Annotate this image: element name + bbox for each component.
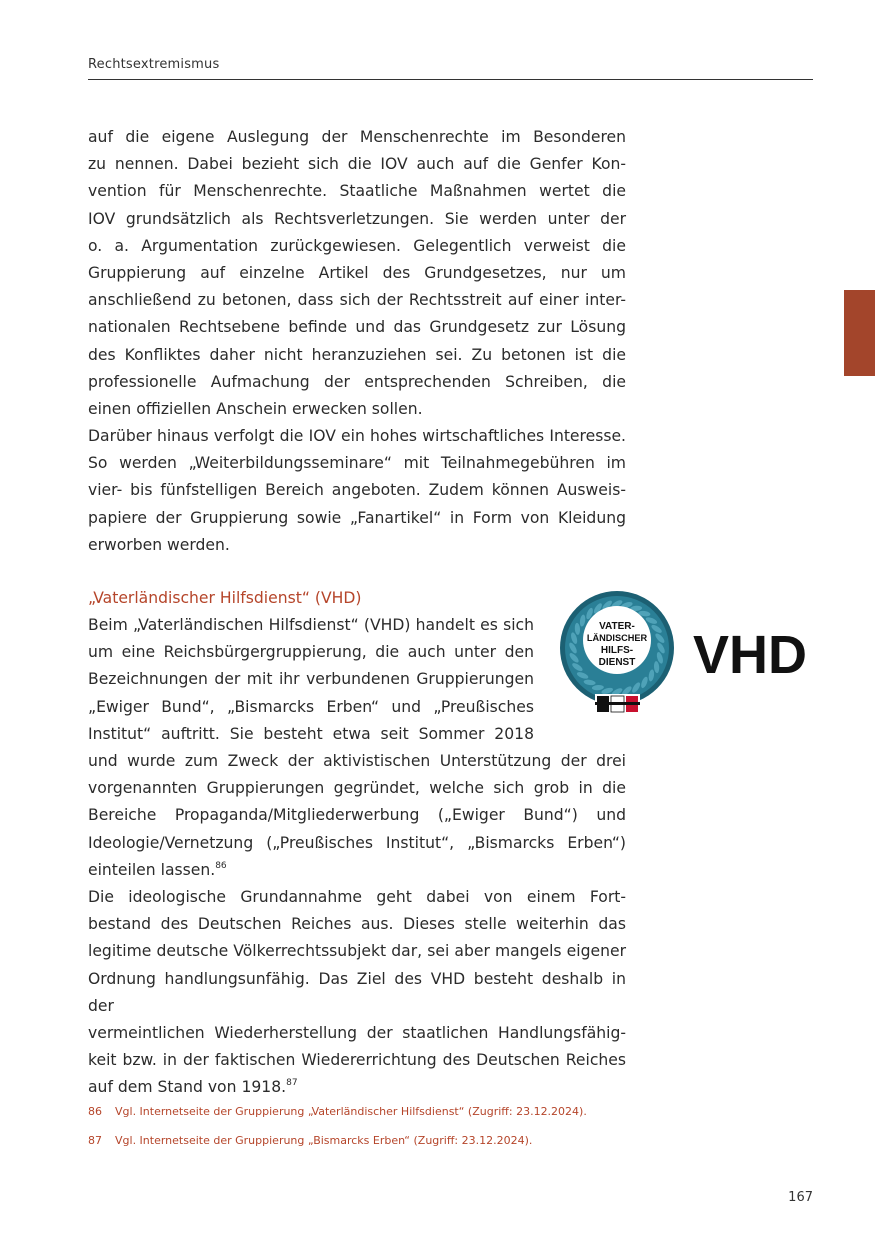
- vhd-logo: [557, 590, 807, 714]
- paragraph-vhd-intro-short: [88, 612, 534, 748]
- text-line: vention für Menschenrechte. Staatliche Maßnahmen wertet die: [88, 182, 626, 201]
- text-line: o. a. Argumentation zurückgewiesen. Gelegentlich verweist die: [88, 236, 626, 255]
- paragraph-vhd-ideology: [88, 884, 626, 1102]
- footnote-text: Vgl. Internetseite der Gruppierung „Bismarcks Erben“ (Zugriff: 23.12.2024).: [115, 1134, 533, 1147]
- text-line: papiere der Gruppierung sowie „Fanartikel“ in Form von Kleidung: [88, 508, 626, 527]
- running-header: Rechtsextremismus: [88, 57, 220, 72]
- text-line: des Konfliktes daher nicht heranzuziehen sei. Zu betonen ist die: [88, 345, 626, 364]
- text-line: Ideologie/Vernetzung („Preußisches Institut“, „Bismarcks Erben“): [88, 833, 626, 852]
- paragraph-iov-economic: [88, 423, 626, 559]
- seal-line: DIENST: [598, 657, 636, 668]
- text-line: zu nennen. Dabei bezieht sich die IOV auch auf die Genfer Kon-: [88, 155, 626, 174]
- text-line: vier- bis fünfstelligen Bereich angeboten. Zudem können Ausweis-: [88, 481, 626, 500]
- footnote-text: Vgl. Internetseite der Gruppierung „Vaterländischer Hilfsdienst“ (Zugriff: 23.12.2024).: [115, 1105, 587, 1118]
- paragraph-iov-law: [88, 124, 626, 423]
- text-line: So werden „Weiterbildungsseminare“ mit Teilnahmegebühren im: [88, 454, 626, 473]
- text-line: nationalen Rechtsebene befinde und das Grundgesetz zur Lösung: [88, 318, 626, 337]
- text-line: Bezeichnungen der mit ihr verbundenen Gruppierungen: [88, 670, 534, 689]
- text-line-end: auf dem Stand von 1918.: [88, 1078, 287, 1097]
- page-number: 167: [788, 1190, 813, 1205]
- paragraph-vhd-intro: [88, 748, 626, 884]
- text-line: auf die eigene Auslegung der Menschenrechte im Besonderen: [88, 128, 626, 146]
- footnote-86: [88, 1105, 587, 1119]
- text-line: anschließend zu betonen, dass sich der Rechtsstreit auf einer inter-: [88, 291, 626, 310]
- text-line: professionelle Aufmachung der entsprechenden Schreiben, die: [88, 372, 626, 391]
- footnote-number: 87: [88, 1134, 102, 1147]
- text-line: Institut“ auftritt. Sie besteht etwa seit Sommer 2018: [88, 724, 534, 743]
- seal-line: HILFS-: [600, 645, 634, 656]
- footnote-ref[interactable]: 87: [286, 1078, 298, 1089]
- footnote-ref[interactable]: 86: [215, 860, 227, 871]
- text-line: einen offiziellen Anschein erwecken sollen.: [88, 400, 423, 419]
- text-line: legitime deutsche Völkerrechtssubjekt dar, sei aber mangels eigener: [88, 942, 626, 961]
- text-line: vorgenannten Gruppierungen gegründet, welche sich grob in die: [88, 779, 626, 798]
- seal-line: LÄNDISCHER: [586, 633, 648, 643]
- text-line: keit bzw. in der faktischen Wiedererrichtung des Deutschen Reiches: [88, 1051, 626, 1070]
- section-heading: „Vaterländischer Hilfsdienst“ (VHD): [88, 589, 362, 607]
- text-line: [88, 857, 626, 884]
- text-line: und wurde zum Zweck der aktivistischen Unterstützung der drei: [88, 752, 626, 770]
- text-line: Gruppierung auf einzelne Artikel des Grundgesetzes, nur um: [88, 264, 626, 283]
- wreath-seal: [560, 591, 674, 714]
- text-line: Bereiche Propaganda/Mitgliederwerbung („Ewiger Bund“) und: [88, 806, 626, 825]
- text-line: „Ewiger Bund“, „Bismarcks Erben“ und „Preußisches: [88, 697, 534, 716]
- text-line: erworben werden.: [88, 535, 230, 554]
- seal-line: VATER-: [599, 621, 635, 632]
- text-line: um eine Reichsbürgergruppierung, die auch unter den: [88, 643, 534, 662]
- text-line: [88, 1074, 626, 1101]
- header-rule: [88, 79, 813, 80]
- text-line: Die ideologische Grundannahme geht dabei von einem Fort-: [88, 888, 626, 906]
- text-line-end: einteilen lassen.: [88, 860, 216, 879]
- text-line: Darüber hinaus verfolgt die IOV ein hohes wirtschaftliches Interesse.: [88, 427, 626, 445]
- text-line: vermeintlichen Wiederherstellung der staatlichen Handlungsfähig-: [88, 1024, 626, 1043]
- text-line: IOV grundsätzlich als Rechtsverletzungen. Sie werden unter der: [88, 209, 626, 228]
- chapter-tab: [844, 290, 875, 376]
- vhd-wordmark: VHD: [693, 625, 807, 685]
- footnote-number: 86: [88, 1105, 102, 1118]
- text-line: Beim „Vaterländischen Hilfsdienst“ (VHD) handelt es sich: [88, 616, 534, 634]
- footnote-87: [88, 1134, 532, 1148]
- text-line: bestand des Deutschen Reiches aus. Dieses stelle weiterhin das: [88, 915, 626, 934]
- text-line: Ordnung handlungsunfähig. Das Ziel des VHD besteht deshalb in der: [88, 969, 626, 1015]
